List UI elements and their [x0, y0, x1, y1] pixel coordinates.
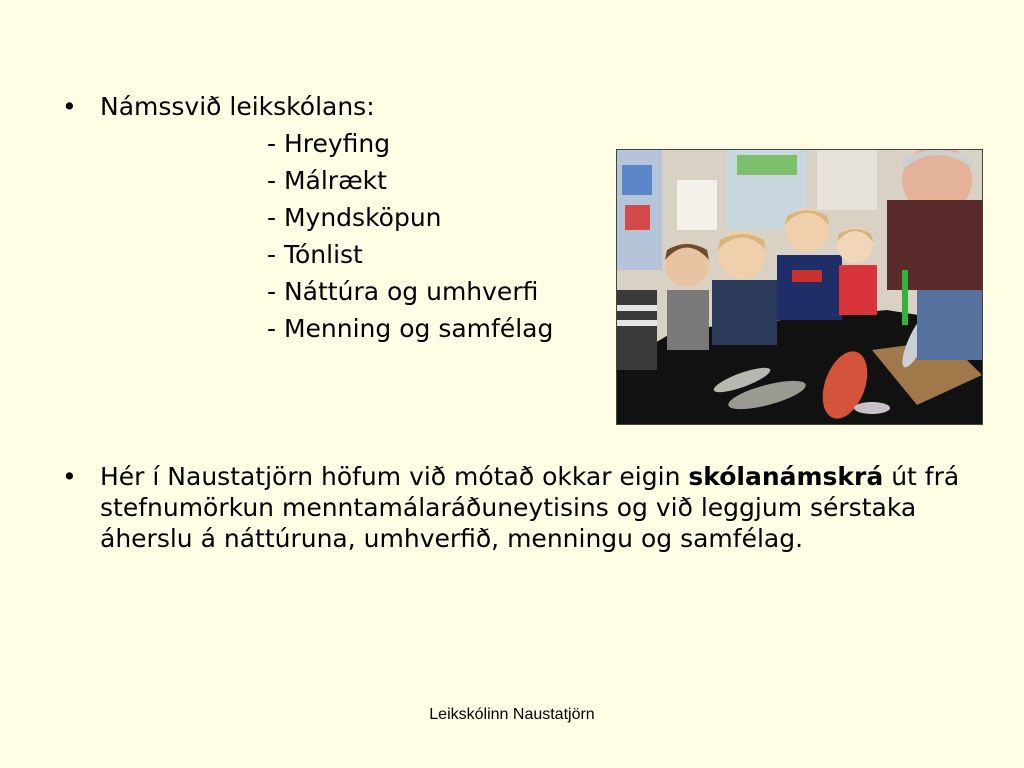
list-item: - Menning og samfélag: [267, 314, 554, 343]
list-item: - Tónlist: [267, 240, 363, 269]
curriculum-term: skólanámskrá: [688, 462, 884, 491]
description-text-start: Hér í Naustatjörn höfum við mótað okkar eigin: [100, 462, 681, 491]
list-item: - Málrækt: [267, 166, 387, 195]
list-item: - Myndsköpun: [267, 203, 442, 232]
curriculum-areas-list: [267, 125, 553, 347]
footer: Leikskólinn Naustatjörn: [429, 706, 595, 723]
curriculum-areas-heading: Námssvið leikskólans:: [100, 92, 375, 121]
bullet-dot: •: [62, 462, 77, 491]
bullet-dot: •: [62, 92, 77, 121]
children-fish-photo: [616, 149, 983, 425]
description-text-end: út frá stefnumörkun menntamálaráðuneytisins og við leggjum sérstaka áherslu á náttúruna, umhverfið, menningu og samfélag.: [100, 462, 960, 553]
list-item: - Náttúra og umhverfi: [267, 277, 539, 306]
curriculum-description-text: [100, 461, 960, 554]
list-item: - Hreyfing: [267, 129, 391, 158]
